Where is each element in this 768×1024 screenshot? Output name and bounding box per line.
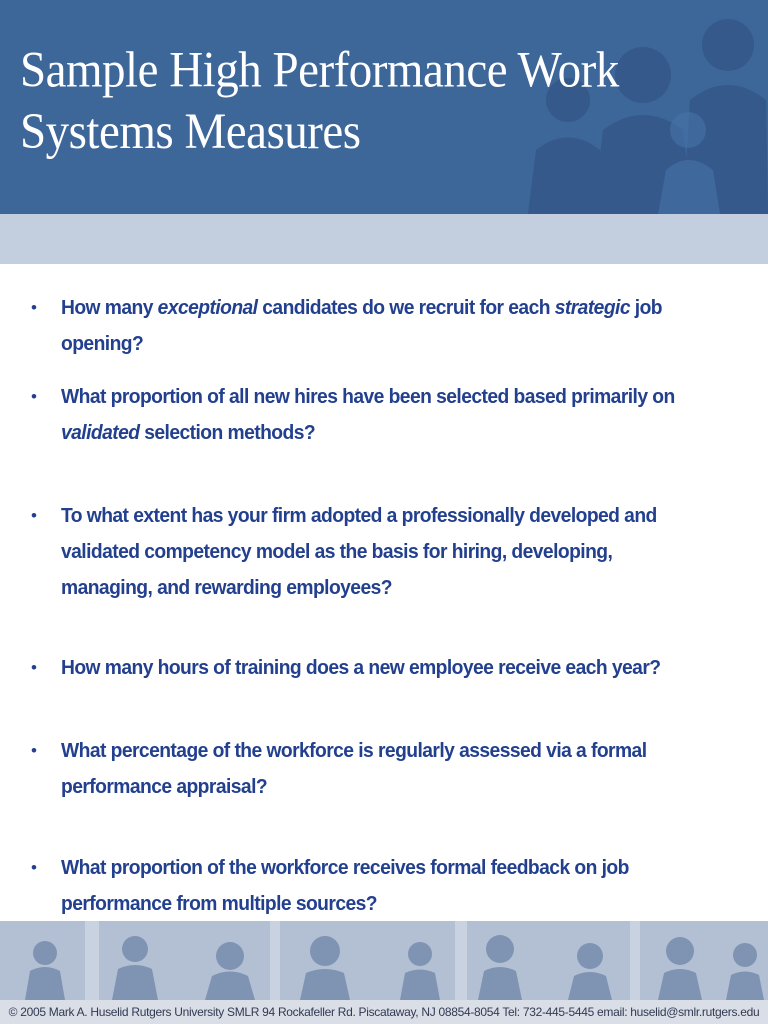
bullet-text: What proportion of all new hires have been selected based primarily on validated selection methods?: [61, 385, 675, 444]
bullet-text: What percentage of the workforce is regularly assessed via a formal performance appraisal?: [61, 739, 647, 798]
bullet-text: How many exceptional candidates do we recruit for each strategic job opening?: [61, 296, 662, 355]
bullet-dot: •: [31, 506, 37, 525]
bullet-dot: •: [31, 298, 37, 317]
bullet-dot: •: [31, 387, 37, 406]
title-line-1: Sample High Performance Work: [20, 42, 619, 99]
photo-strip-image: [0, 921, 768, 1000]
slide-title: [20, 40, 640, 163]
slide-header: [0, 0, 768, 214]
bullet-dot: •: [31, 741, 37, 760]
copyright-footer: © 2005 Mark A. Huselid Rutgers University SMLR 94 Rockafeller Rd. Piscataway, NJ 08854-8054 Tel: 732-445-5445 email: huselid@smlr.rutgers.edu: [0, 1000, 768, 1024]
bullet-dot: •: [31, 658, 37, 677]
title-line-2: Systems Measures: [20, 103, 361, 160]
bullet-text: What proportion of the workforce receives formal feedback on job performance from multiple sources?: [61, 856, 629, 915]
bullet-text: To what extent has your firm adopted a professionally developed and validated competency model as the basis for hiring, developing, managing, and rewarding employees?: [61, 504, 657, 599]
people-photo-collage: [0, 921, 768, 1000]
bullet-text: How many hours of training does a new employee receive each year?: [61, 656, 661, 679]
bullet-dot: •: [31, 858, 37, 877]
header-band: [0, 214, 768, 264]
